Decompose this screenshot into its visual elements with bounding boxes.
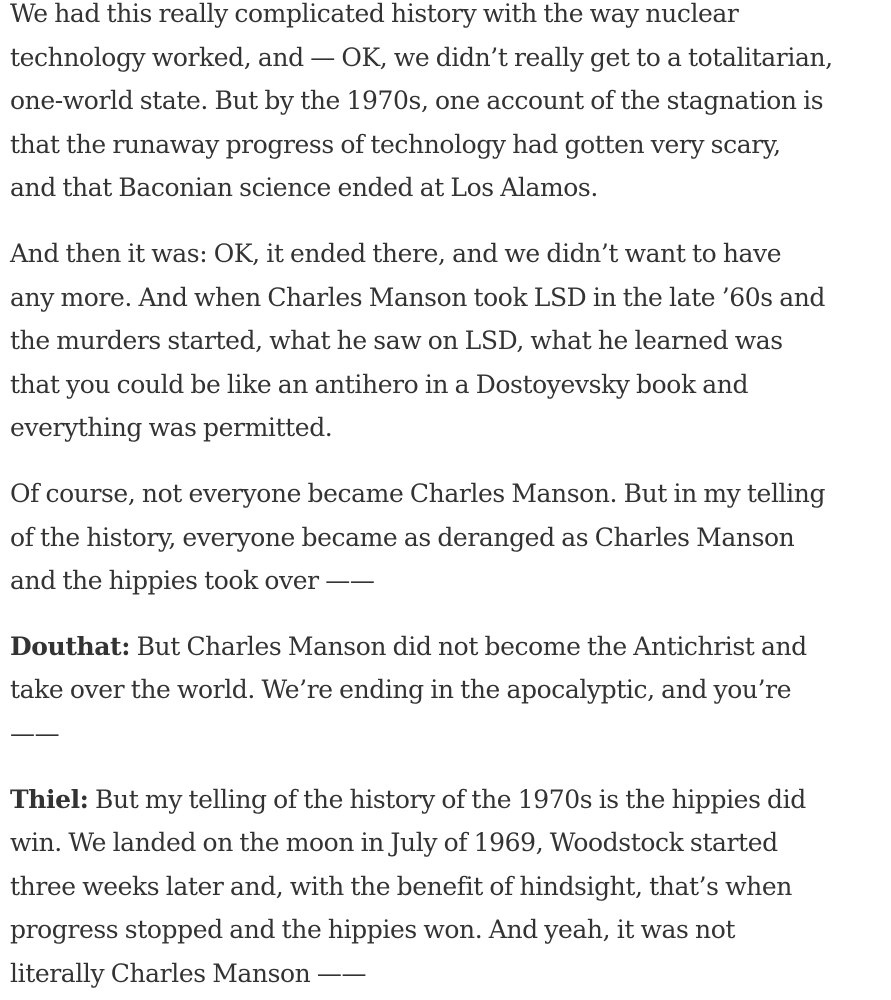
text-line: technology worked, and — OK, we didn’t really get to a totalitarian, [10, 42, 833, 72]
text-line: And then it was: OK, it ended there, and we didn’t want to have [10, 238, 782, 268]
text-line: the murders started, what he saw on LSD, what he learned was [10, 326, 783, 356]
text-line: Of course, not everyone became Charles Manson. But in my telling [10, 478, 826, 508]
text-line: any more. And when Charles Manson took LSD in the late ’60s and [10, 282, 826, 312]
text-line: We had this really complicated history with the way nuclear [10, 0, 739, 28]
paragraph-hippies-took-over [10, 472, 881, 603]
text-line: take over the world. We’re ending in the apocalyptic, and you’re [10, 675, 792, 705]
text-line: three weeks later and, with the benefit of hindsight, that’s when [10, 871, 792, 901]
text-line: that the runaway progress of technology had gotten very scary, [10, 129, 781, 159]
text-line: everything was permitted. [10, 413, 333, 443]
text-line: and that Baconian science ended at Los Alamos. [10, 173, 598, 203]
paragraph-nuclear-history [10, 0, 881, 210]
text-line: one-world state. But by the 1970s, one account of the stagnation is [10, 86, 824, 116]
speech-text: But my telling of the history of the 1970s is the hippies did [88, 784, 806, 814]
text-line: —— [10, 718, 60, 748]
speaker-label: Douthat: [10, 631, 131, 661]
text-line: progress stopped and the hippies won. And yeah, it was not [10, 915, 735, 945]
paragraph-douthat-question [10, 625, 881, 756]
speech-text: But Charles Manson did not become the Antichrist and [130, 631, 807, 661]
text-line: that you could be like an antihero in a Dostoyevsky book and [10, 369, 749, 399]
text-line [10, 778, 881, 822]
text-line: literally Charles Manson —— [10, 958, 367, 988]
text-line: of the history, everyone became as deranged as Charles Manson [10, 522, 795, 552]
text-line: and the hippies took over —— [10, 566, 375, 596]
paragraph-charles-manson-lsd [10, 232, 881, 450]
text-line: win. We landed on the moon in July of 1969, Woodstock started [10, 828, 778, 858]
speaker-label: Thiel: [10, 784, 89, 814]
text-line [10, 625, 881, 669]
paragraph-thiel-answer [10, 778, 881, 996]
